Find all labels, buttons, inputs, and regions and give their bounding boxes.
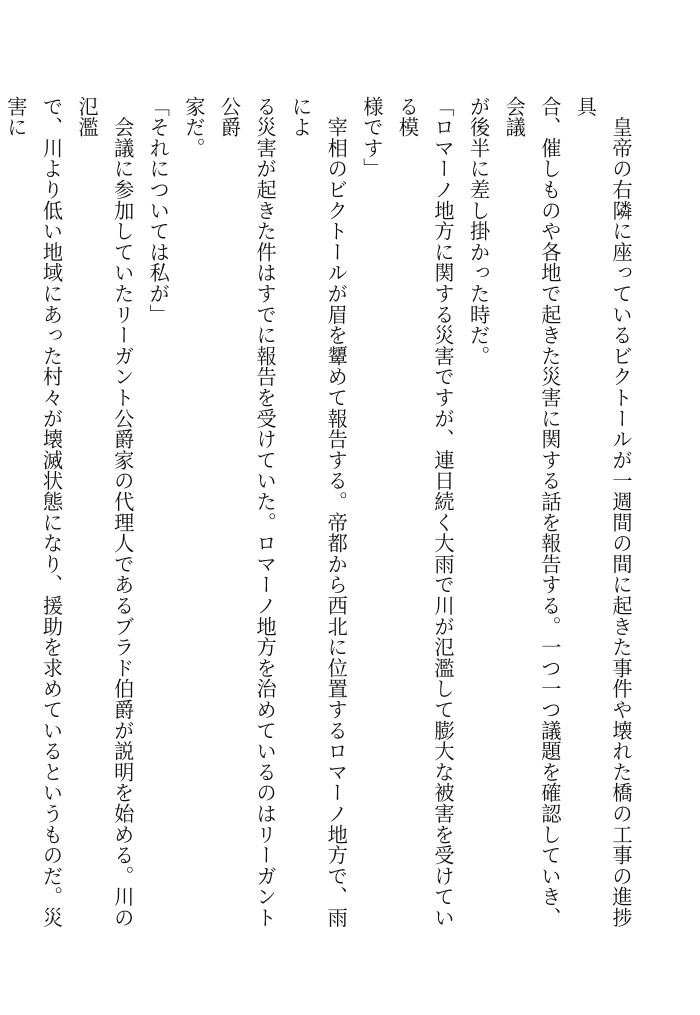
text-line: で、川より低い地域にあった村々が壊滅状態になり、援助を求めているというものだ。災害に [3,96,64,928]
text-line: 宰相のビクトールが眉を顰めて報告する。帝都から西北に位置するロマーノ地方で、雨によ [288,96,349,928]
text-line: 合、催しものや各地で起きた災害に関する話を報告する。一つ一つ議題を確認していき、会議 [502,96,562,928]
text-line: 家だ。 [181,96,206,159]
text-line: 会議に参加していたリーガント公爵家の代理人であるブラド伯爵が説明を始める。川の氾濫 [75,96,135,928]
text-line: 様です」 [359,96,384,180]
text-line: 「それについては私が」 [146,96,171,325]
text-line: る災害が起きた件はすでに報告を受けていた。ロマーノ地方を治めているのはリーガント公爵 [217,96,278,928]
text-line: が後半に差し掛かった時だ。 [466,96,491,367]
text-line: 皇帝の右隣に座っているビクトールが一週間の間に起きた事件や壊れた橋の工事の進捗具 [573,96,633,928]
vertical-text-body [3,96,638,948]
text-line: 「ロマーノ地方に関する災害ですが、連日続く大雨で川が氾濫して膨大な被害を受けている模 [395,96,456,928]
